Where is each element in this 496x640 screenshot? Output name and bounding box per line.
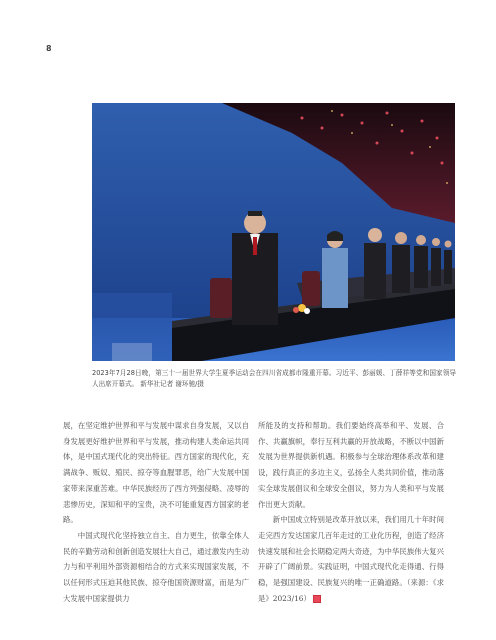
news-photo: [92, 103, 455, 361]
end-mark-icon: [313, 595, 321, 603]
paragraph: 展，在坚定维护世界和平与发展中谋求自身发展，又以自身发展更好维护世界和平与发展，推动构建人类命运共同体，是中国式现代化的突出特征。西方国家的现代化，充满战争、贩奴、殖民、掠夺等血腥罪恶，给广大发展中国家带来深重苦难。中华民族经历了西方列强侵略、凌辱的悲惨历史，深知和平的宝贵，决不可能重复西方国家的老路。: [63, 421, 249, 525]
body-column-left: [63, 418, 249, 606]
page-number: 8: [46, 44, 52, 53]
body-column-right: [258, 418, 444, 606]
paragraph: [258, 512, 444, 606]
photo-caption: 2023年7月28日晚，第三十一届世界大学生夏季运动会在四川省成都市隆重开幕。习近平、彭丽媛、丁薛祥等党和国家领导人出席开幕式。 新华社记者 谢环驰/摄: [92, 369, 456, 388]
paragraph: 中国式现代化坚持独立自主、自力更生，依靠全体人民的辛勤劳动和创新创造发展壮大自己，通过激发内生动力与和平利用外部资源相结合的方式来实现国家发展，不以任何形式压迫其他民族、掠夺他国资源财富，而是为广大发展中国家提供力: [63, 530, 249, 603]
paragraph: 所能及的支持和帮助。我们要始终高举和平、发展、合作、共赢旗帜，奉行互利共赢的开放战略，不断以中国新发展为世界提供新机遇。积极参与全球治理体系改革和建设，践行真正的多边主义，弘扬全人类共同价值，推动落实全球发展倡议和全球安全倡议，努力为人类和平与发展作出更大贡献。: [258, 421, 444, 509]
paragraph-text: 新中国成立特别是改革开放以来，我们用几十年时间走完西方发达国家几百年走过的工业化历程，创造了经济快速发展和社会长期稳定两大奇迹，为中华民族伟大复兴开辟了广阔前景。实践证明，中国式现代化走得通、行得稳，是强国建设、民族复兴的唯一正确道路。（来源：《求是》2023/16）: [258, 515, 444, 603]
